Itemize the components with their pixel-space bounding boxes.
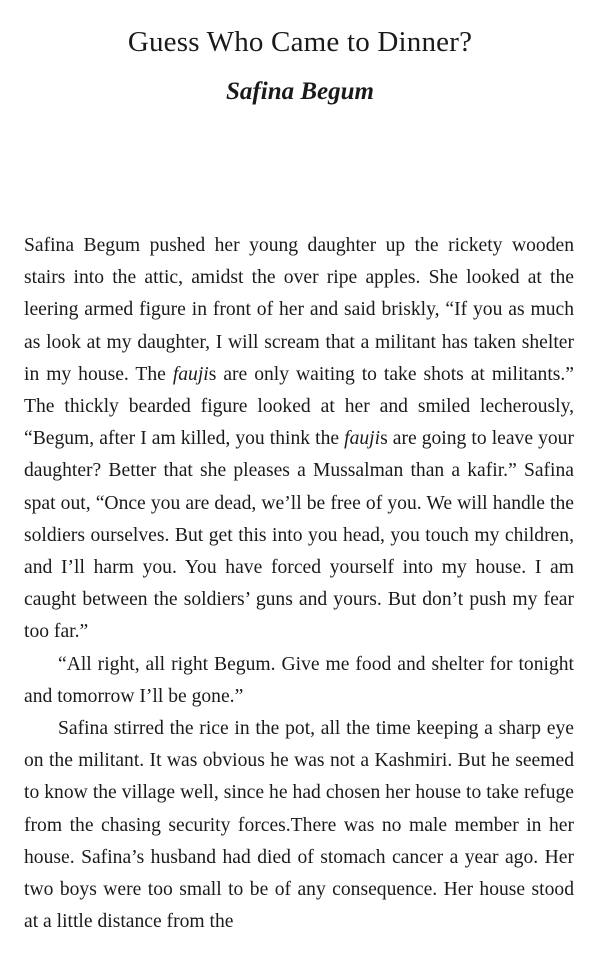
text-run: “All right, all right Begum. Give me food and shelter for tonight and tomorrow I’ll be gone.” bbox=[24, 653, 574, 707]
paragraph bbox=[24, 713, 574, 938]
story-body bbox=[24, 230, 574, 938]
text-run: s are going to leave your daughter? Better that she pleases a Mussalman than a kafir.” Safina spat out, “Once you are dead, we’ll be free of you. We will handle the soldiers ourselves. But get this into you head, you touch my children, and I’ll harm you. You have forced yourself into my house. I am caught between the soldiers’ guns and yours. But don’t push my fear too far.” bbox=[24, 428, 575, 643]
italic-term: fauji bbox=[344, 428, 381, 450]
paragraph bbox=[24, 230, 574, 649]
text-run: s are only waiting to take shots at militants.” The thickly bearded figure looked at her and smiled lecherously, “Begum, after I am killed, you think the bbox=[24, 363, 574, 450]
story-author: Safina Begum bbox=[226, 78, 374, 105]
story-title: Guess Who Came to Dinner? bbox=[127, 26, 473, 58]
paragraph bbox=[24, 649, 574, 713]
text-run: Safina stirred the rice in the pot, all the time keeping a sharp eye on the militant. It was obvious he was not a Kashmiri. But he seemed to know the village well, since he had chosen her house to take refuge from the chasing security forces.There was no male member in her house. Safina’s husband had died of stomach cancer a year ago. Her two boys were too small to be of any consequence. Her house stood at a little distance from the bbox=[24, 718, 574, 933]
italic-term: fauji bbox=[172, 363, 209, 385]
text-run: Safina Begum pushed her young daughter up the rickety wooden stairs into the attic, amidst the over ripe apples. She looked at the leering armed figure in front of her and said briskly, “If you as much as look at my daughter, I will scream that a militant has taken shelter in my house. The bbox=[24, 235, 574, 385]
